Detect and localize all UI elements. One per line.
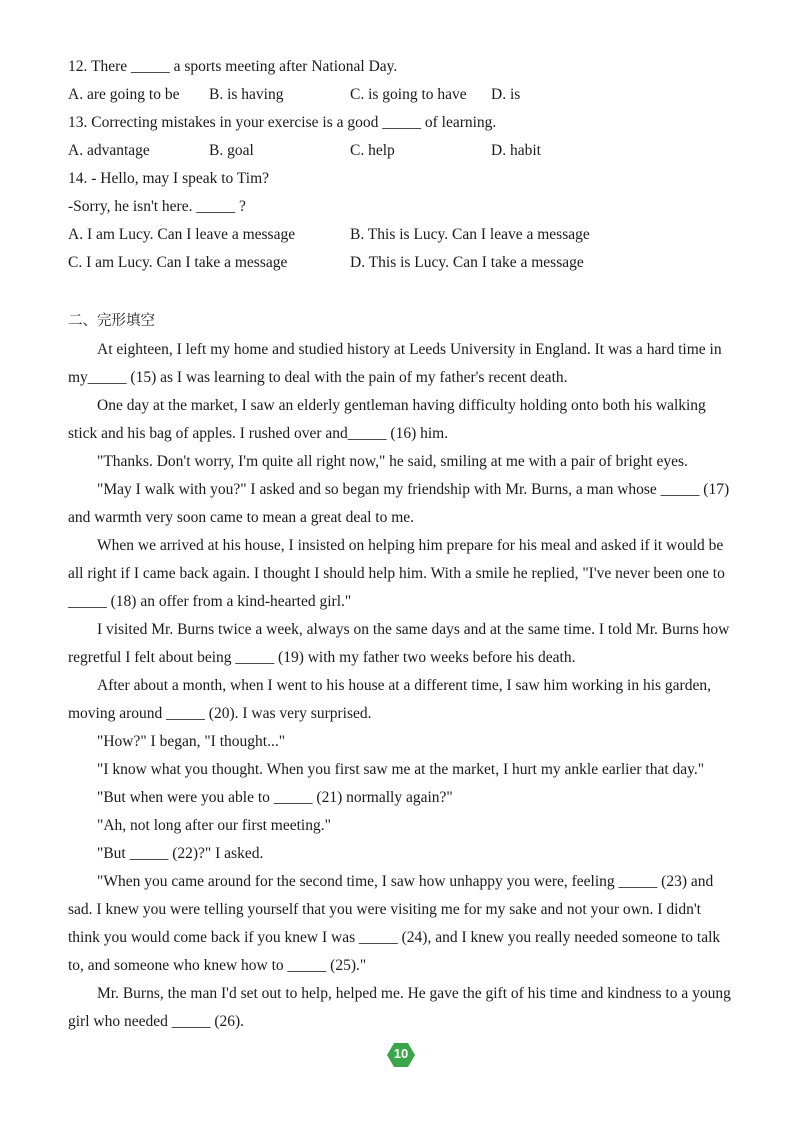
passage-paragraph: "When you came around for the second time, I saw how unhappy you were, feeling _____ (23) and sad. I knew you were telling yourself that you were visiting me for my sake and not your own. I didn't think you would come back if you knew I was _____ (24), and I knew you really needed someone to talk to, and someone who knew how to _____ (25).": [68, 873, 721, 974]
question-12-option-c: C. is going to have: [350, 86, 467, 103]
passage-paragraph: One day at the market, I saw an elderly gentleman having difficulty holding onto both his walking stick and his bag of apples. I rushed over and_____ (16) him.: [68, 397, 706, 442]
question-14-option-b: B. This is Lucy. Can I leave a message: [350, 226, 590, 243]
passage-paragraph: "How?" I began, "I thought...": [97, 733, 286, 750]
question-12-stem: 12. There _____ a sports meeting after National Day.: [68, 58, 398, 75]
page-number-badge: [386, 1042, 416, 1068]
question-14-option-d: D. This is Lucy. Can I take a message: [350, 254, 584, 271]
section-title: 二、完形填空: [68, 313, 155, 329]
passage-paragraph: "May I walk with you?" I asked and so began my friendship with Mr. Burns, a man whose _____ (17) and warmth very soon came to mean a great deal to me.: [68, 481, 730, 526]
passage-paragraph: "Ah, not long after our first meeting.": [97, 817, 331, 834]
question-12-option-d: D. is: [491, 86, 521, 103]
passage-paragraph: At eighteen, I left my home and studied history at Leeds University in England. It was a hard time in my_____ (15) as I was learning to deal with the pain of my father's recent death.: [68, 341, 722, 386]
question-12-option-b: B. is having: [209, 86, 284, 103]
question-14-stem: 14. - Hello, may I speak to Tim?: [68, 170, 270, 187]
question-13-option-d: D. habit: [491, 142, 541, 159]
passage-paragraph: "But _____ (22)?" I asked.: [97, 845, 264, 862]
passage-paragraph: I visited Mr. Burns twice a week, always on the same days and at the same time. I told Mr. Burns how regretful I felt about being _____ (19) with my father two weeks before his death.: [68, 621, 730, 666]
passage-paragraph: Mr. Burns, the man I'd set out to help, helped me. He gave the gift of his time and kindness to a young girl who needed _____ (26).: [68, 985, 731, 1030]
page-number: 10: [393, 1046, 409, 1061]
question-14-option-c: C. I am Lucy. Can I take a message: [68, 254, 288, 271]
question-12-option-a: A. are going to be: [68, 86, 180, 103]
passage-paragraph: After about a month, when I went to his house at a different time, I saw him working in his garden, moving around _____ (20). I was very surprised.: [68, 677, 711, 722]
passage-paragraph: "But when were you able to _____ (21) normally again?": [97, 789, 453, 806]
question-13-stem: 13. Correcting mistakes in your exercise is a good _____ of learning.: [68, 114, 497, 131]
question-14-option-a: A. I am Lucy. Can I leave a message: [68, 226, 296, 243]
question-13-option-a: A. advantage: [68, 142, 150, 159]
passage-paragraph: "Thanks. Don't worry, I'm quite all right now," he said, smiling at me with a pair of bright eyes.: [97, 453, 688, 470]
question-14-reply: -Sorry, he isn't here. _____ ?: [68, 198, 246, 215]
question-13-option-b: B. goal: [209, 142, 254, 159]
question-13-option-c: C. help: [350, 142, 395, 159]
passage-paragraph: When we arrived at his house, I insisted on helping him prepare for his meal and asked if it would be all right if I came back again. I thought I should help him. With a smile he replied, "I've never been one to _____ (18) an offer from a kind-hearted girl.": [68, 537, 725, 610]
passage-paragraph: "I know what you thought. When you first saw me at the market, I hurt my ankle earlier that day.": [97, 761, 705, 778]
